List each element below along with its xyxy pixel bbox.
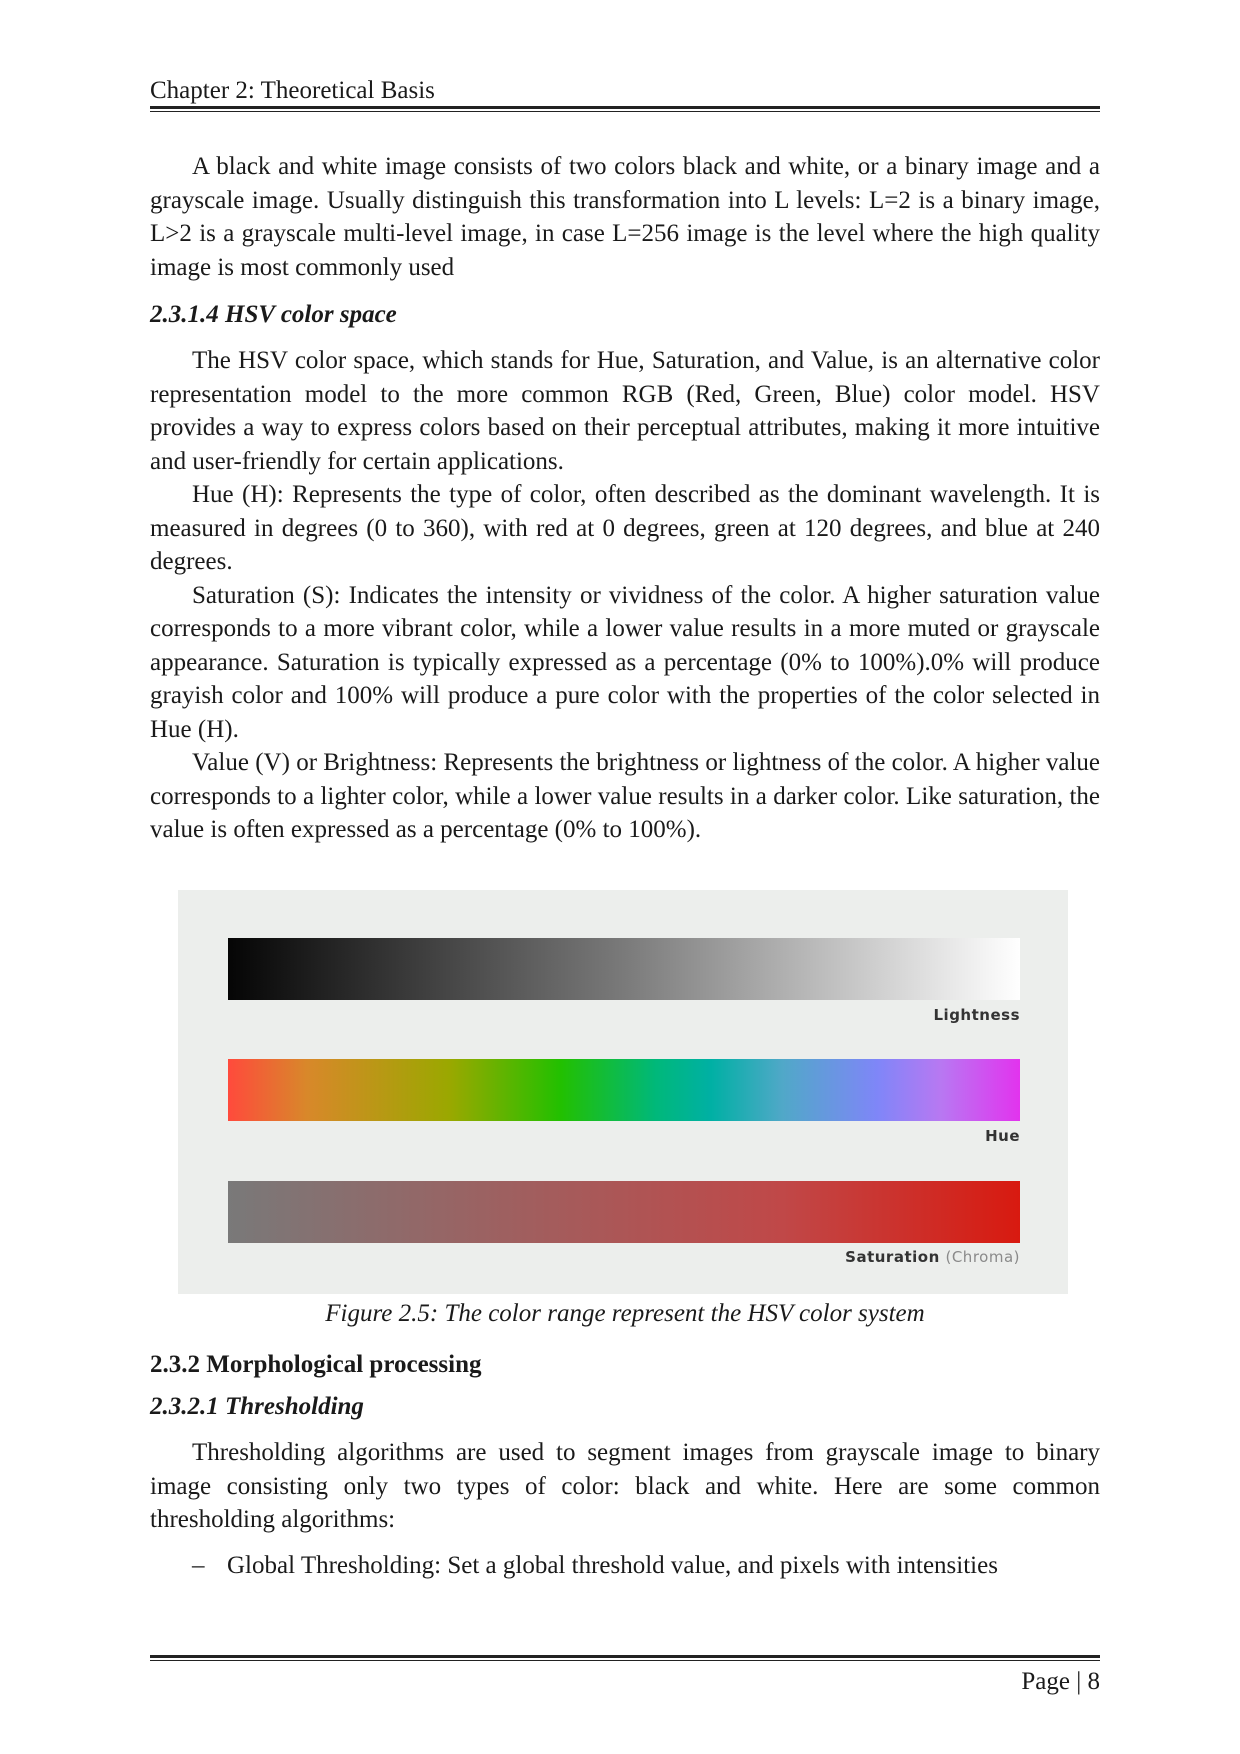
- paragraph-binary-image: A black and white image consists of two colors black and white, or a binary image and a grayscale image. Usually distinguish this transformation into L levels: L=2 is a binary image, L>2 is a grayscale multi-level image, in case L=256 image is the level where the high quality image is most commonly used: [150, 153, 1100, 281]
- page-content-lower: [150, 1348, 1100, 1583]
- paragraph-thresholding: Thresholding algorithms are used to segment images from grayscale image to binary image consisting only two types of color: black and white. Here are some common thresholding algorithms:: [150, 1439, 1100, 1533]
- list-item-global-thresholding: Global Thresholding: Set a global threshold value, and pixels with intensities: [227, 1551, 998, 1579]
- paragraph-hsv-intro: The HSV color space, which stands for Hue, Saturation, and Value, is an alternative color representation model to the more common RGB (Red, Green, Blue) color model. HSV provides a way to express colors based on their perceptual attributes, making it more intuitive and user-friendly for certain applications.: [150, 347, 1100, 475]
- paragraph-value: Value (V) or Brightness: Represents the brightness or lightness of the color. A higher value corresponds to a lighter color, while a lower value results in a darker color. Like saturation, the value is often expressed as a percentage (0% to 100%).: [150, 749, 1100, 843]
- figure-caption: Figure 2.5: The color range represent the HSV color system: [325, 1300, 925, 1327]
- heading-morphological-processing: 2.3.2 Morphological processing: [150, 1351, 482, 1378]
- list-dash: –: [192, 1551, 205, 1579]
- page-header: [150, 74, 1100, 108]
- lightness-label: Lightness: [933, 1006, 1020, 1024]
- footer-rule: [150, 1655, 1100, 1661]
- chroma-label: (Chroma): [945, 1248, 1020, 1266]
- hue-gradient-bar: [228, 1059, 1020, 1121]
- saturation-label: Saturation: [845, 1248, 940, 1266]
- saturation-gradient-bar: [228, 1181, 1020, 1243]
- chapter-title: Chapter 2: Theoretical Basis: [150, 77, 435, 104]
- lightness-gradient-bar: [228, 938, 1020, 1000]
- paragraph-saturation: Saturation (S): Indicates the intensity or vividness of the color. A higher saturation value corresponds to a more vibrant color, while a lower value results in a more muted or grayscale appearance. Saturation is typically expressed as a percentage (0% to 100%).0% will produce grayish color and 100% will produce a pure color with the properties of the color selected in Hue (H).: [150, 581, 1100, 743]
- header-rule: [150, 106, 1100, 112]
- page-number: Page | 8: [1021, 1668, 1100, 1695]
- heading-hsv-color-space: 2.3.1.4 HSV color space: [150, 301, 397, 328]
- page-content: [150, 150, 1100, 847]
- hsv-figure: [178, 890, 1068, 1294]
- heading-thresholding: 2.3.2.1 Thresholding: [150, 1393, 364, 1420]
- paragraph-hue: Hue (H): Represents the type of color, often described as the dominant wavelength. It is measured in degrees (0 to 360), with red at 0 degrees, green at 120 degrees, and blue at 240 degrees.: [150, 481, 1100, 575]
- list-item: [150, 1549, 1100, 1583]
- hue-label: Hue: [985, 1127, 1020, 1145]
- saturation-label-group: [845, 1248, 1020, 1266]
